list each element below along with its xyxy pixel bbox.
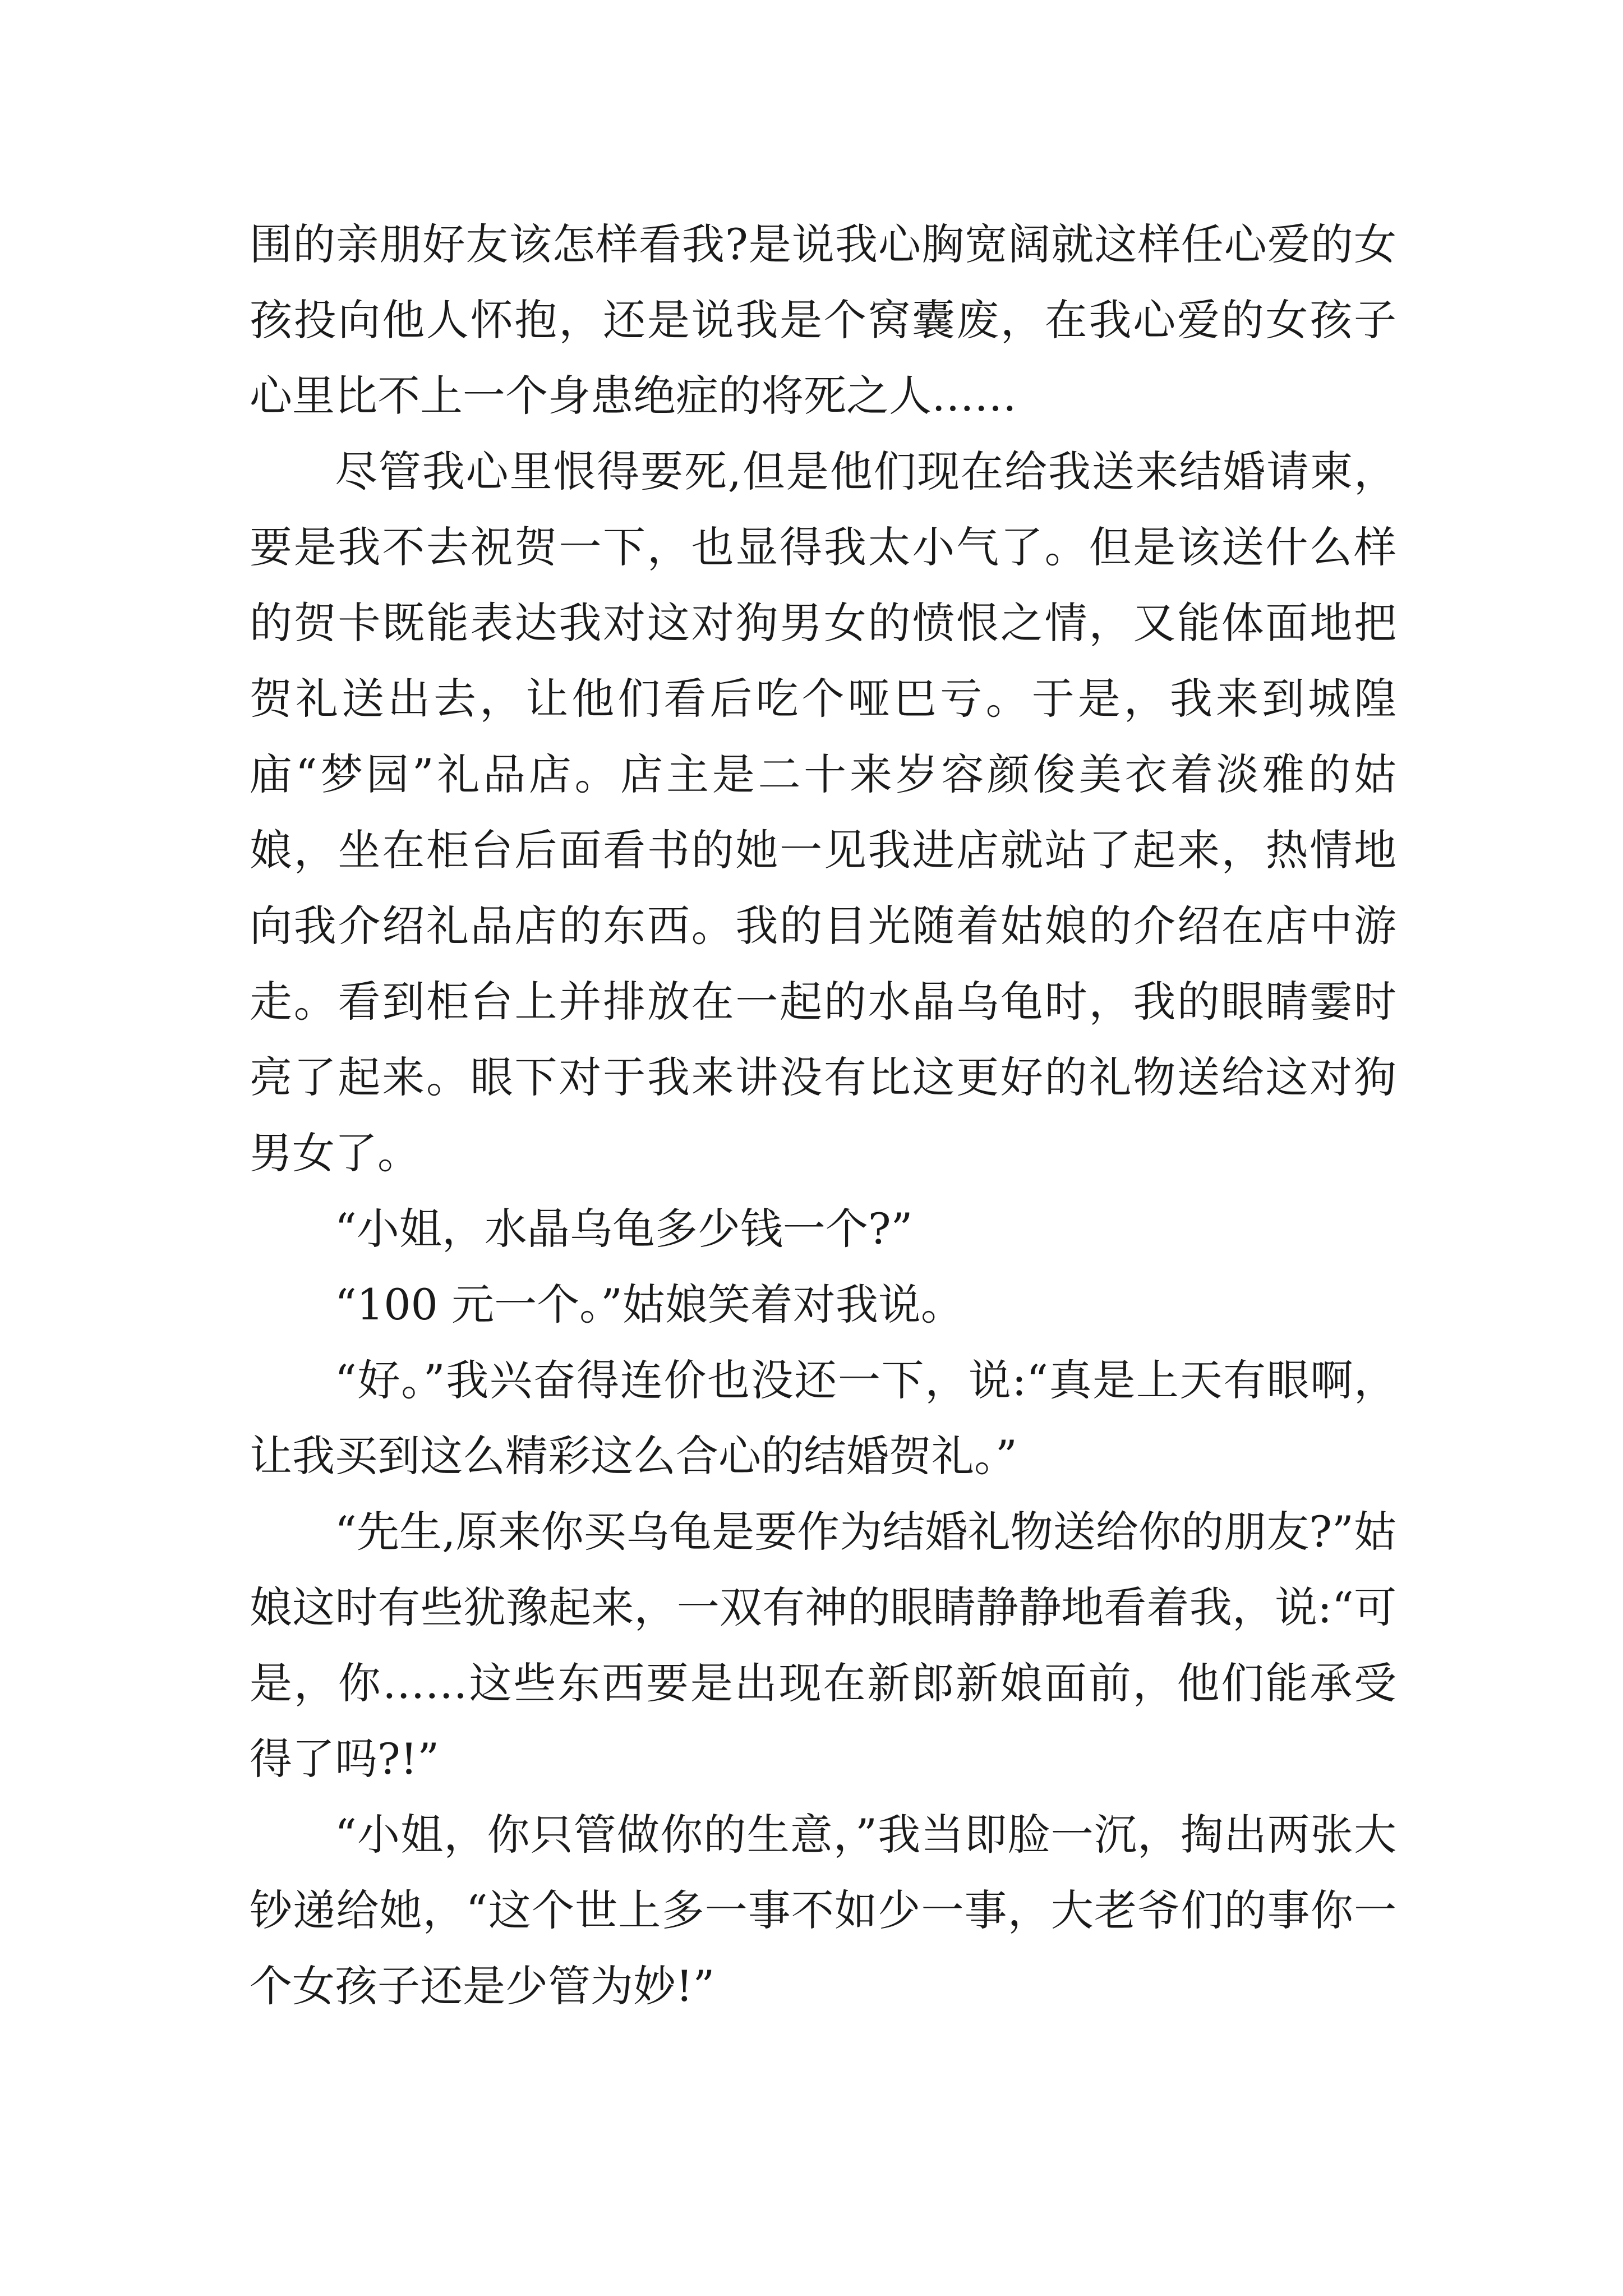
paragraph-1: 围的亲朋好友该怎样看我?是说我心胸宽阔就这样任心爱的女孩投向他人怀抱，还是说我是个窝囊废，在我心爱的女孩子心里比不上一个身患绝症的将死之人……: [250, 219, 1396, 421]
paragraph-3: “小姐，水晶乌龟多少钱一个?”: [335, 1204, 913, 1254]
paragraph-5: “好。”我兴奋得连价也没还一下，说:“真是上天有眼啊，让我买到这么精彩这么合心的结婚贺礼。”: [250, 1355, 1396, 1481]
paragraph-4: “100 元一个。”姑娘笑着对我说。: [335, 1280, 963, 1329]
paragraph-6: “先生,原来你买乌龟是要作为结婚礼物送给你的朋友?”姑娘这时有些犹豫起来，一双有神的眼睛静静地看着我，说:“可是，你……这些东西要是出现在新郎新娘面前，他们能承受得了吗?!”: [250, 1507, 1396, 1784]
body-text: [250, 206, 1396, 2024]
paragraph-7: “小姐，你只管做你的生意，”我当即脸一沉，掏出两张大钞递给她，“这个世上多一事不如少一事，大老爷们的事你一个女孩子还是少管为妙!”: [250, 1810, 1396, 2011]
paragraph-2: 尽管我心里恨得要死,但是他们现在给我送来结婚请柬，要是我不去祝贺一下，也显得我太小气了。但是该送什么样的贺卡既能表达我对这对狗男女的愤恨之情，又能体面地把贺礼送出去，让他们看后吃个哑巴亏。于是，我来到城隍庙“梦园”礼品店。店主是二十来岁容颜俊美衣着淡雅的姑娘，坐在柜台后面看书的她一见我进店就站了起来，热情地向我介绍礼品店的东西。我的目光随着姑娘的介绍在店中游走。看到柜台上并排放在一起的水晶乌龟时，我的眼睛霎时亮了起来。眼下对于我来讲没有比这更好的礼物送给这对狗男女了。: [250, 447, 1396, 1178]
